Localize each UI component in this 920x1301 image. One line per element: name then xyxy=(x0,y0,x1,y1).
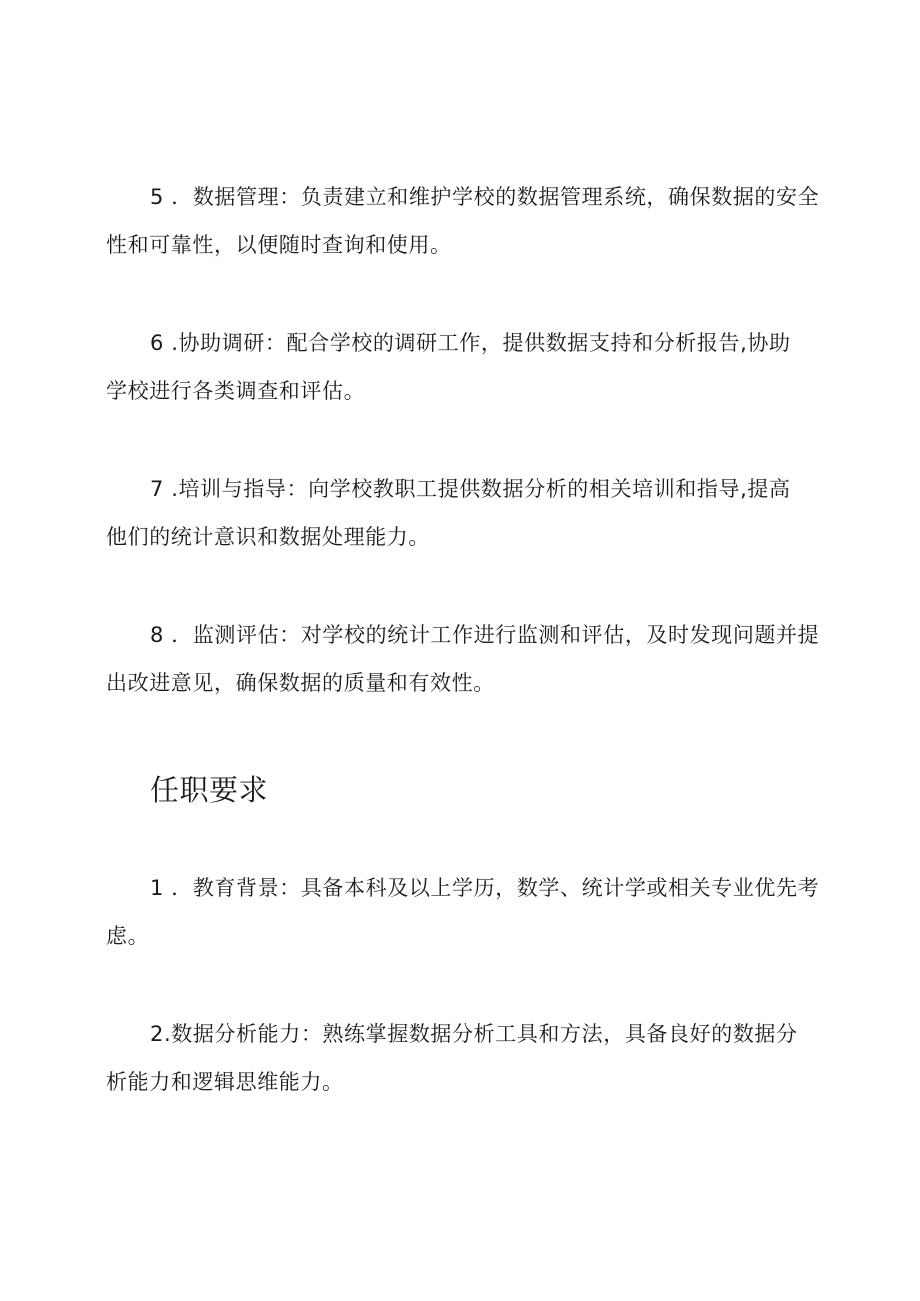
duty-item-8-line-2: 出改进意见，确保数据的质量和有效性。 xyxy=(106,671,495,695)
duty-item-7 xyxy=(106,465,818,561)
duty-item-8 xyxy=(106,611,818,707)
requirement-item-2-line-2: 析能力和逻辑思维能力。 xyxy=(106,1070,344,1094)
duty-item-5-line-1: 5 ．数据管理：负责建立和维护学校的数据管理系统，确保数据的安全 xyxy=(150,185,820,209)
duty-item-8-line-1: 8 ．监测评估：对学校的统计工作进行监测和评估，及时发现问题并提 xyxy=(150,623,820,647)
section-heading: 任职要求 xyxy=(150,773,269,807)
duty-item-7-line-2: 他们的统计意识和数据处理能力。 xyxy=(106,525,430,549)
duty-item-6-line-2: 学校进行各类调查和评估。 xyxy=(106,379,366,403)
duty-item-7-line-1: 7 .培训与指导：向学校教职工提供数据分析的相关培训和指导,提高 xyxy=(150,477,791,501)
requirement-item-2-line-1: 2.数据分析能力：熟练掌握数据分析工具和方法，具备良好的数据分 xyxy=(150,1022,798,1046)
requirement-item-1 xyxy=(106,864,818,960)
duty-item-6-line-1: 6 .协助调研：配合学校的调研工作，提供数据支持和分析报告,协助 xyxy=(150,331,791,355)
duty-item-6 xyxy=(106,319,818,415)
duty-item-5-line-2: 性和可靠性，以便随时查询和使用。 xyxy=(106,233,452,257)
duty-item-5 xyxy=(106,173,818,269)
requirement-item-1-line-1: 1 ．教育背景：具备本科及以上学历，数学、统计学或相关专业优先考 xyxy=(150,876,820,900)
requirement-item-2 xyxy=(106,1010,818,1106)
requirement-item-1-line-2: 虑。 xyxy=(106,924,150,948)
